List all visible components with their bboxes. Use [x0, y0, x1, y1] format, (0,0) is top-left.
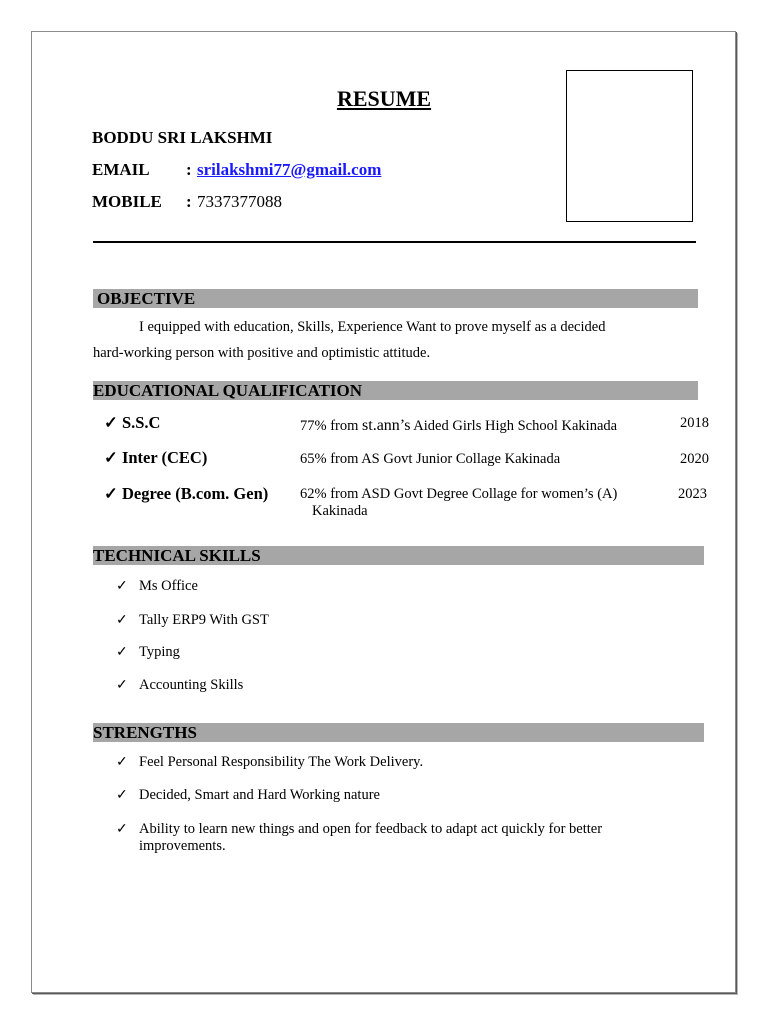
check-icon: ✓ [116, 613, 128, 628]
skill-item: Accounting Skills [139, 677, 244, 693]
education-item-year: 2018 [680, 415, 709, 431]
strength-item: Ability to learn new things and open for feedback to adapt act quickly for better [139, 821, 603, 837]
check-icon: ✓ [104, 448, 118, 467]
skill-item: Typing [139, 644, 180, 660]
resume-heading: RESUME [336, 86, 432, 111]
strength-item: Decided, Smart and Hard Working nature [139, 787, 380, 803]
education-item-year: 2020 [680, 451, 709, 467]
check-icon: ✓ [116, 645, 128, 660]
mobile-number: 7337377088 [197, 192, 282, 211]
strength-item-line-2: improvements. [139, 838, 226, 854]
email-link[interactable]: srilakshmi77@gmail.com [197, 160, 382, 179]
check-icon: ✓ [116, 822, 128, 837]
mobile-separator: : [186, 192, 192, 211]
education-item-desc: 77% from st.ann’s Aided Girls High School Kakinada [300, 417, 618, 434]
objective-line-1: I equipped with education, Skills, Experience Want to prove myself as a decided [139, 319, 606, 335]
objective-title: OBJECTIVE [97, 289, 196, 308]
technical-skills-title: TECHNICAL SKILLS [93, 546, 261, 565]
check-icon: ✓ [104, 484, 118, 503]
strengths-title: STRENGTHS [93, 723, 197, 742]
check-icon: ✓ [116, 678, 128, 693]
candidate-name: BODDU SRI LAKSHMI [92, 128, 273, 147]
skill-item: Tally ERP9 With GST [139, 612, 269, 628]
email-label: EMAIL [92, 160, 150, 179]
check-icon: ✓ [116, 755, 128, 770]
education-title: EDUCATIONAL QUALIFICATION [93, 381, 363, 400]
education-item-desc: 62% from ASD Govt Degree Collage for women’s (A) [300, 486, 618, 502]
education-item-name: Degree (B.com. Gen) [121, 484, 269, 503]
objective-line-2: hard-working person with positive and optimistic attitude. [93, 345, 431, 361]
check-icon: ✓ [116, 788, 128, 803]
check-icon: ✓ [104, 413, 118, 432]
header-divider [93, 241, 696, 243]
education-item-ssc [104, 413, 160, 433]
education-item-name: S.S.C [121, 413, 161, 432]
education-item-year: 2023 [678, 486, 707, 502]
education-item-inter [104, 448, 207, 468]
photo-placeholder [566, 70, 693, 222]
education-item-desc: 65% from AS Govt Junior Collage Kakinada [300, 451, 561, 467]
check-icon: ✓ [116, 579, 128, 594]
education-item-name: Inter (CEC) [121, 448, 208, 467]
email-separator: : [186, 160, 192, 179]
education-item-degree [104, 484, 268, 504]
strength-item: Feel Personal Responsibility The Work Delivery. [139, 754, 424, 770]
education-item-desc-line-2: Kakinada [312, 503, 368, 519]
mobile-label: MOBILE [92, 192, 162, 211]
skill-item: Ms Office [139, 578, 198, 594]
